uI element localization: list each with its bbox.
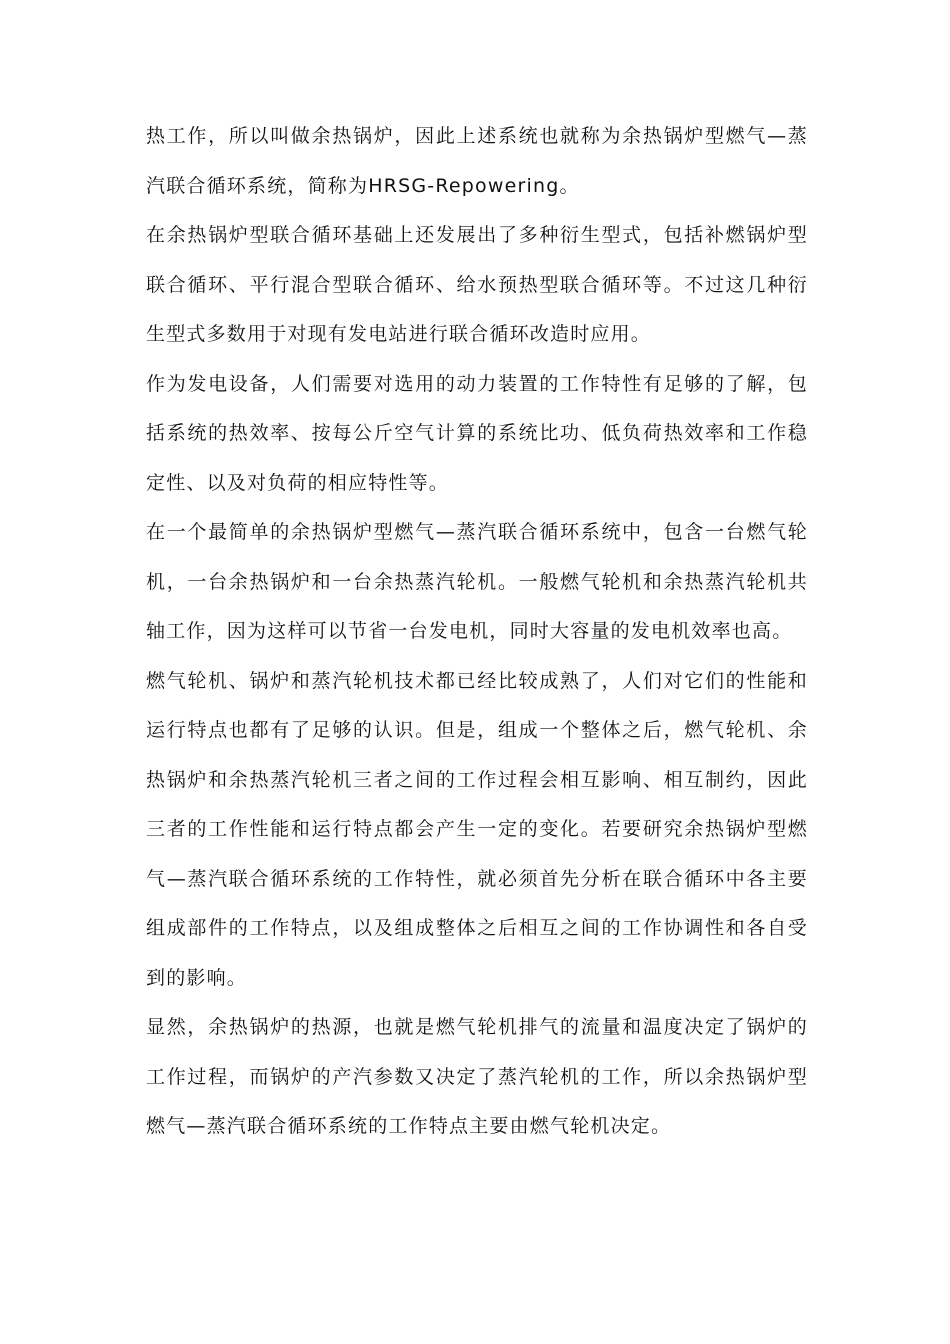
paragraph-5: 燃气轮机、锅炉和蒸汽轮机技术都已经比较成熟了，人们对它们的性能和运行特点也都有了足够的认识。但是，组成一个整体之后，燃气轮机、余热锅炉和余热蒸汽轮机三者之间的工作过程会相互影响、相互制约，因此三者的工作性能和运行特点都会产生一定的变化。若要研究余热锅炉型燃气—蒸汽联合循环系统的工作特性，就必须首先分析在联合循环中各主要组成部件的工作特点，以及组成整体之后相互之间的工作协调性和各自受到的影响。 — [146, 669, 808, 989]
paragraph-2: 在余热锅炉型联合循环基础上还发展出了多种衍生型式，包括补燃锅炉型联合循环、平行混合型联合循环、给水预热型联合循环等。不过这几种衍生型式多数用于对现有发电站进行联合循环改造时应用。 — [146, 224, 808, 345]
paragraph-1: 热工作，所以叫做余热锅炉，因此上述系统也就称为余热锅炉型燃气—蒸汽联合循环系统，简称为HRSG-Repowering。 — [146, 125, 808, 197]
document-body — [146, 112, 808, 1152]
paragraph-4: 在一个最简单的余热锅炉型燃气—蒸汽联合循环系统中，包含一台燃气轮机，一台余热锅炉和一台余热蒸汽轮机。一般燃气轮机和余热蒸汽轮机共轴工作，因为这样可以节省一台发电机，同时大容量的发电机效率也高。 — [146, 521, 808, 642]
paragraph-6: 显然，余热锅炉的热源，也就是燃气轮机排气的流量和温度决定了锅炉的工作过程，而锅炉的产汽参数又决定了蒸汽轮机的工作，所以余热锅炉型燃气—蒸汽联合循环系统的工作特点主要由燃气轮机决定。 — [146, 1016, 808, 1137]
paragraph-3: 作为发电设备，人们需要对选用的动力装置的工作特性有足够的了解，包括系统的热效率、按每公斤空气计算的系统比功、低负荷热效率和工作稳定性、以及对负荷的相应特性等。 — [146, 372, 808, 494]
